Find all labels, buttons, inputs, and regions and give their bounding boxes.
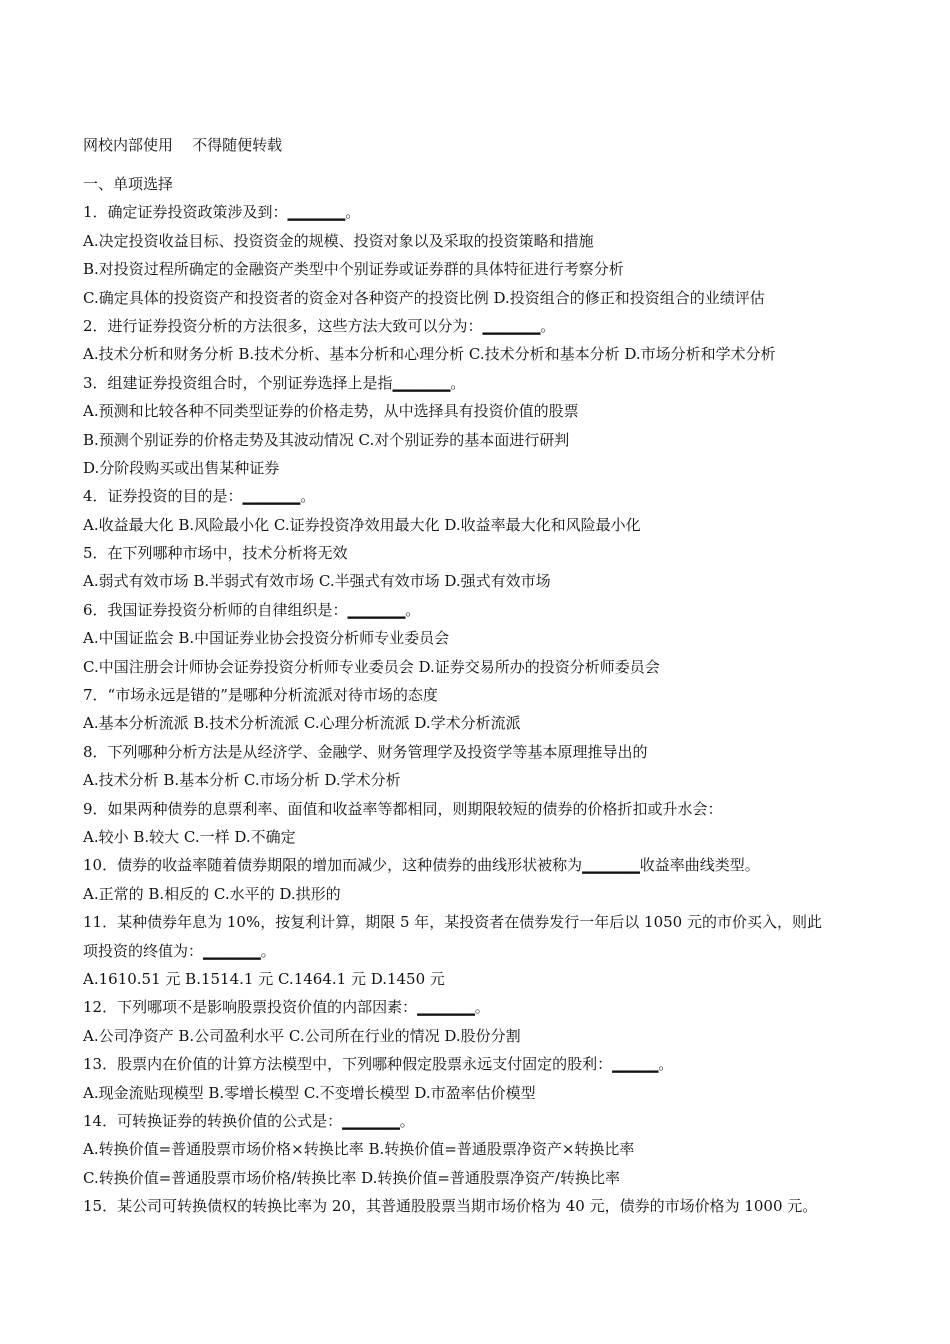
text-line: A.技术分析 B.基本分析 C.市场分析 D.学术分析 <box>83 771 401 790</box>
text-line: 12．下列哪项不是影响股票投资价值的内部因素：▁▁▁▁▁。 <box>83 998 490 1017</box>
page-header-note: 网校内部使用 不得随便转载 <box>83 136 283 154</box>
text-line: 9．如果两种债券的息票利率、面值和收益率等都相同，则期限较短的债券的价格折扣或升水会： <box>83 799 723 818</box>
text-line: A.1610.51 元 B.1514.1 元 C.1464.1 元 D.1450 元 <box>83 969 445 988</box>
text-line: A.中国证监会 B.中国证券业协会投资分析师专业委员会 <box>83 629 450 648</box>
text-line: 1．确定证券投资政策涉及到：▁▁▁▁▁。 <box>83 203 361 222</box>
text-line: 10．债券的收益率随着债券期限的增加而减少，这种债券的曲线形状被称为▁▁▁▁▁收益率曲线类型。 <box>83 856 760 875</box>
text-line: A.预测和比较各种不同类型证券的价格走势，从中选择具有投资价值的股票 <box>83 402 579 421</box>
text-line: A.正常的 B.相反的 C.水平的 D.拱形的 <box>83 884 341 903</box>
text-line: 15．某公司可转换债权的转换比率为 20，其普通股股票当期市场价格为 40 元，债券的市场价格为 1000 元。 <box>83 1197 818 1216</box>
text-line: 项投资的终值为：▁▁▁▁▁。 <box>83 941 276 960</box>
text-line: 6．我国证券投资分析师的自律组织是：▁▁▁▁▁。 <box>83 600 421 619</box>
text-line: B.预测个别证券的价格走势及其波动情况 C.对个别证券的基本面进行研判 <box>83 430 570 449</box>
text-line: A.公司净资产 B.公司盈利水平 C.公司所在行业的情况 D.股份分割 <box>83 1026 521 1045</box>
text-line: A.弱式有效市场 B.半弱式有效市场 C.半强式有效市场 D.强式有效市场 <box>83 572 551 591</box>
text-line: C.确定具体的投资资产和投资者的资金对各种资产的投资比例 D.投资组合的修正和投资组合的业绩评估 <box>83 288 765 307</box>
text-line: D.分阶段购买或出售某种证券 <box>83 458 280 477</box>
question-list <box>83 174 883 1224</box>
text-line: A.基本分析流派 B.技术分析流派 C.心理分析流派 D.学术分析流派 <box>83 714 521 733</box>
text-line: 11．某种债券年息为 10%，按复利计算，期限 5 年，某投资者在债券发行一年后以 1050 元的市价买入，则此 <box>83 913 822 932</box>
text-line: 14．可转换证券的转换价值的公式是：▁▁▁▁▁。 <box>83 1111 415 1130</box>
text-line: A.收益最大化 B.风险最小化 C.证券投资净效用最大化 D.收益率最大化和风险最小化 <box>83 515 641 534</box>
text-line: C.中国注册会计师协会证券投资分析师专业委员会 D.证券交易所办的投资分析师委员会 <box>83 657 660 676</box>
text-line: A.决定投资收益目标、投资资金的规模、投资对象以及采取的投资策略和措施 <box>83 231 594 250</box>
text-line: 3．组建证券投资组合时，个别证券选择上是指▁▁▁▁▁。 <box>83 373 466 392</box>
text-line: 2．进行证券投资分析的方法很多，这些方法大致可以分为：▁▁▁▁▁。 <box>83 316 556 335</box>
text-line: A.技术分析和财务分析 B.技术分析、基本分析和心理分析 C.技术分析和基本分析 D.市场分析和学术分析 <box>83 345 776 364</box>
text-line: B.对投资过程所确定的金融资产类型中个别证券或证券群的具体特征进行考察分析 <box>83 260 624 279</box>
section-heading: 一、单项选择 <box>83 175 174 193</box>
text-line: C.转换价值=普通股票市场价格/转换比率 D.转换价值=普通股票净资产/转换比率 <box>83 1168 620 1187</box>
text-line: 4．证券投资的目的是：▁▁▁▁▁。 <box>83 487 316 506</box>
text-line: 7．“市场永远是错的”是哪种分析流派对待市场的态度 <box>83 686 438 705</box>
text-line: A.现金流贴现模型 B.零增长模型 C.不变增长模型 D.市盈率估价模型 <box>83 1083 536 1102</box>
text-line: 13．股票内在价值的计算方法模型中，下列哪种假定股票永远支付固定的股利：▁▁▁▁。 <box>83 1055 674 1074</box>
text-line: 8．下列哪种分析方法是从经济学、金融学、财务管理学及投资学等基本原理推导出的 <box>83 742 648 761</box>
text-line: A.较小 B.较大 C.一样 D.不确定 <box>83 827 296 846</box>
text-line: A.转换价值=普通股票市场价格×转换比率 B.转换价值=普通股票净资产×转换比率 <box>83 1140 635 1159</box>
text-line: 5．在下列哪种市场中，技术分析将无效 <box>83 544 348 563</box>
